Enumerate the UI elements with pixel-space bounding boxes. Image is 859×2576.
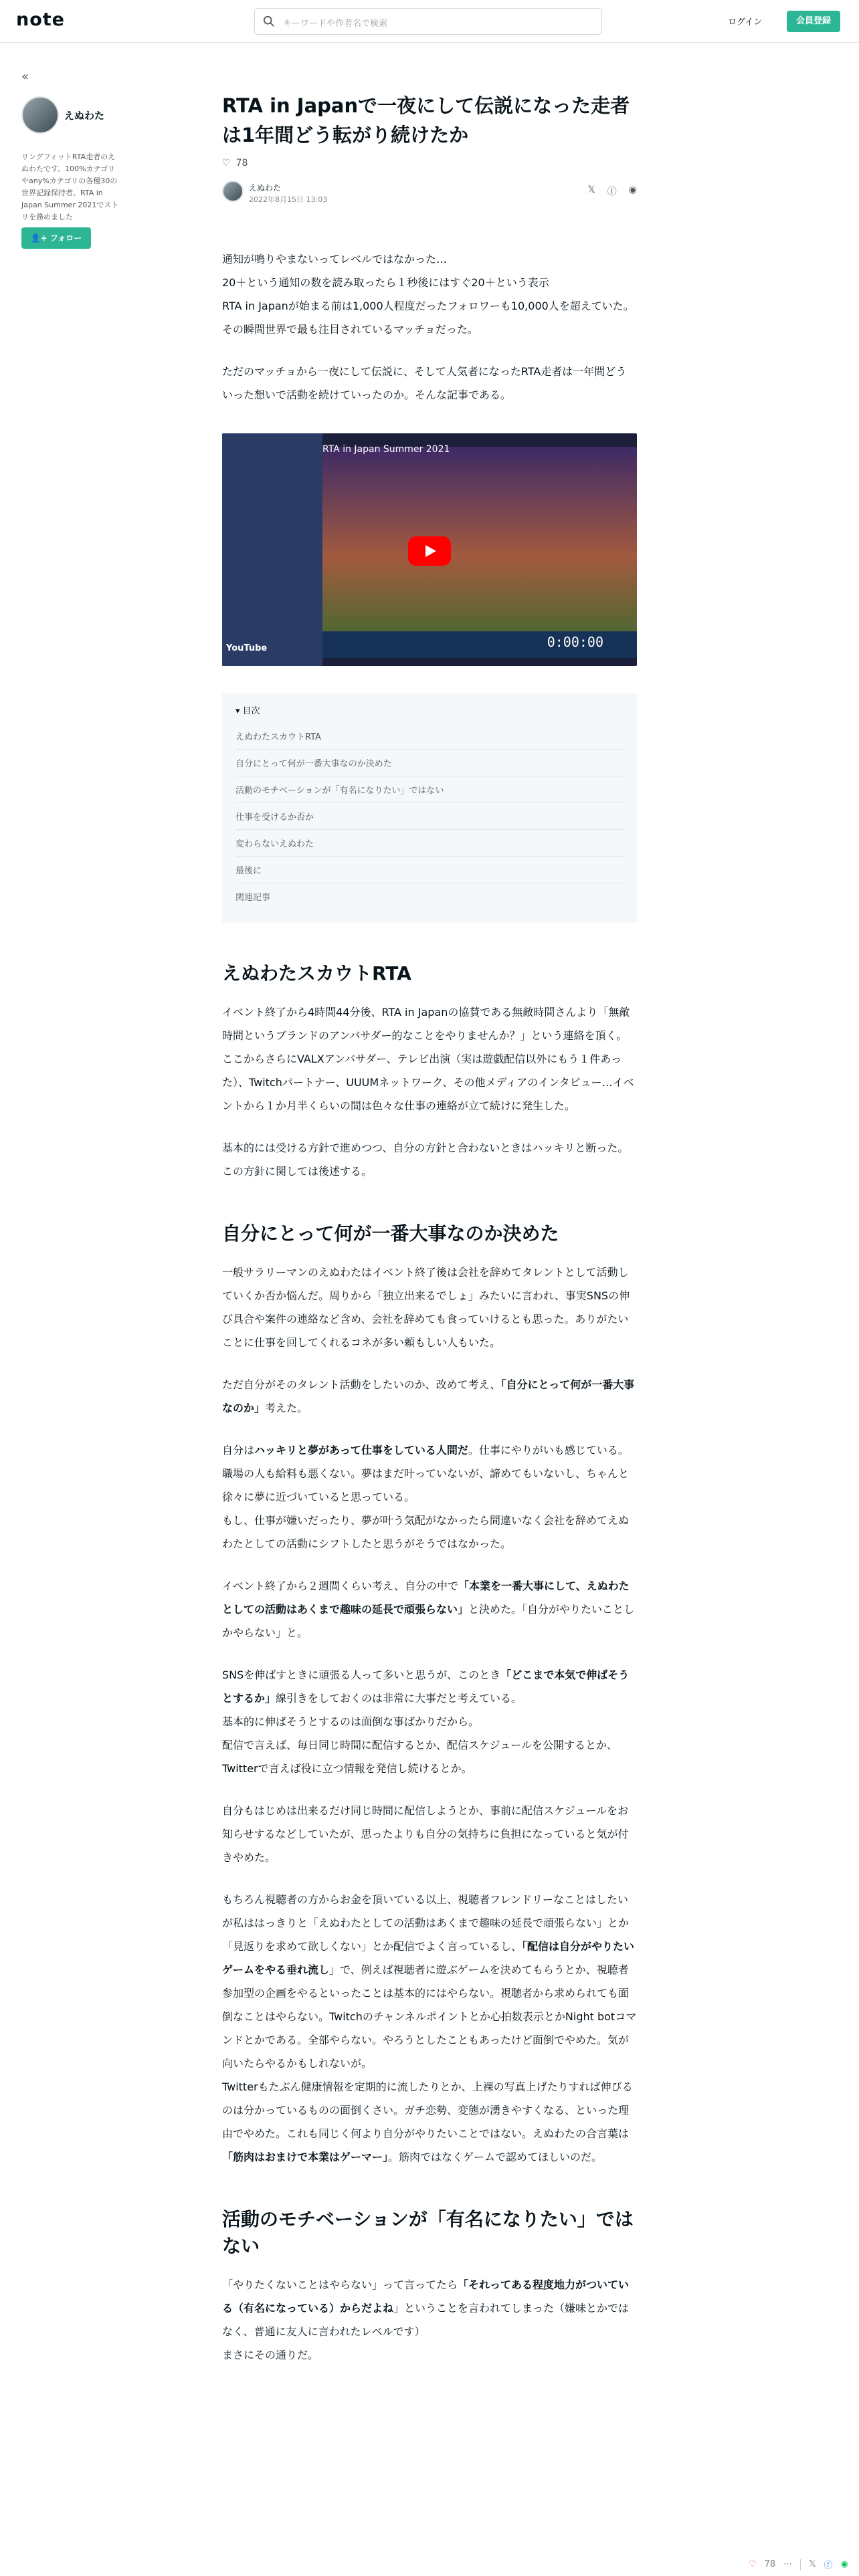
header xyxy=(0,0,859,43)
search-placeholder: キーワードや作者名で検索 xyxy=(283,19,388,29)
toc-item[interactable]: 変わらないえぬわた xyxy=(235,830,624,857)
floating-action-bar xyxy=(749,2558,848,2571)
line-share-icon[interactable]: ◉ xyxy=(628,185,637,195)
text-line: まさにその通りだ。 xyxy=(222,2349,319,2361)
text-span: 考えた。 xyxy=(265,1402,308,1414)
bold-text: 「筋肉はおまけで本業はゲーマー」 xyxy=(222,2151,389,2163)
facebook-share-icon[interactable]: ⓕ xyxy=(607,187,617,197)
section-paragraph xyxy=(222,1438,637,1555)
youtube-embed[interactable] xyxy=(222,433,637,666)
text-span: ただ自分がそのタレント活動をしたいのか、改めて考え、 xyxy=(222,1378,501,1391)
text-span: と決めた。「自分がやりたいことしかやらない」と。 xyxy=(222,1603,635,1639)
video-title[interactable]: RTA in Japan Summer 2021 xyxy=(322,444,450,455)
collapse-sidebar-icon[interactable]: « xyxy=(21,70,29,84)
search-input[interactable] xyxy=(254,8,602,35)
section-paragraph xyxy=(222,1373,637,1420)
text-span: 。筋肉ではなくゲームで認めてほしいのだ。 xyxy=(388,2151,603,2163)
play-button-icon[interactable] xyxy=(408,536,451,566)
text-span: 」ということを言われてしまった（嫌味とかではなく、普通に友人に言われたレベルです） xyxy=(222,2302,630,2338)
intro-paragraph-2 xyxy=(222,360,637,407)
facebook-share-icon[interactable]: ⓕ xyxy=(824,2561,833,2571)
article xyxy=(222,91,637,2367)
text-line: 20＋という通知の数を読み取ったら１秒後にはすぐ20＋という表示 xyxy=(222,276,549,289)
video-side-panel xyxy=(222,433,322,666)
bold-text: 「配信は自分がやりたいゲームをやる垂れ流し xyxy=(222,1940,635,1976)
author-avatar[interactable] xyxy=(21,96,59,134)
toc-item[interactable]: 自分にとって何が一番大事なのか決めた xyxy=(235,750,624,776)
x-share-icon[interactable]: 𝕏 xyxy=(809,2559,816,2569)
text-line: この方針に関しては後述する。 xyxy=(222,1165,373,1178)
video-timer: 0:00:00 xyxy=(547,634,603,650)
bottom-like-count: 78 xyxy=(764,2559,776,2569)
text-span: 」で、例えば視聴者に遊ぶゲームを決めてもらうとか、視聴者参加型の企画をやるといったことは基本的にはやらない。視聴者から求められても面倒なことはやらない。Twitchのチャンネルポイントとか心拍数表示とかNight botコマンドとかである。全部やらない。やろうとしたこともあったけど面倒でやめた。気が向いたらやるかもしれないが。 xyxy=(222,1963,637,2070)
text-line: 通知が鳴りやまないってレベルではなかった… xyxy=(222,253,448,265)
toc-item[interactable]: 仕事を受けるか否か xyxy=(235,803,624,830)
more-icon[interactable]: ⋯ xyxy=(783,2559,793,2569)
bold-text: 「本業を一番大事にして、えぬわたとしての活動はあくまで趣味の延長で頑張らない」 xyxy=(222,1580,630,1616)
toc-heading-label: 目次 xyxy=(242,706,260,716)
follow-label: フォロー xyxy=(50,233,82,243)
follow-user-icon: 👤+ xyxy=(30,233,47,243)
follow-button[interactable] xyxy=(21,227,91,249)
caret-down-icon: ▾ xyxy=(235,706,240,716)
bold-text: 「どこまで本気で伸ばそうとするか」 xyxy=(222,1669,630,1705)
author-avatar-small[interactable] xyxy=(222,181,244,202)
video-thumbnail xyxy=(322,447,637,647)
text-line: その瞬間世界で最も注目されているマッチョだった。 xyxy=(222,323,478,336)
text-line: 自分もはじめは出来るだけ同じ時間に配信しようとか、事前に配信スケジュールをお知らせするなどしていたが、思ったよりも自分の気持ちに負担になっていると気が付きやめた。 xyxy=(222,1804,629,1864)
search-icon xyxy=(263,15,275,27)
x-share-icon[interactable]: 𝕏 xyxy=(587,185,595,195)
publish-date: 2022年8月15日 13:03 xyxy=(249,195,328,204)
text-line: イベント終了から4時間44分後、RTA in Japanの協賛である無敵時間さんより「無敵時間というブランドのアンバサダー的なことをやりませんか？」という連絡を頂く。 xyxy=(222,1006,630,1042)
text-line: ここからさらにVALXアンバサダー、テレビ出演（実は遊戯配信以外にもう１件あった）、Twitchパートナー、UUUMネットワーク、その他メディアのインタビュー…イベントから１か月半くらいの間は色々な仕事の連絡が立て続けに発生した。 xyxy=(222,1053,634,1112)
bold-text: 「自分にとって何が一番大事なのか」 xyxy=(222,1378,635,1414)
toc-item[interactable]: 活動のモチベーションが「有名になりたい」ではない xyxy=(235,776,624,803)
signup-button[interactable]: 会員登録 xyxy=(787,11,840,32)
note-logo[interactable]: note xyxy=(16,9,65,30)
login-link[interactable]: ログイン xyxy=(728,17,763,27)
bold-text: 「それってある程度地力がついている（有名になっている）からだよね xyxy=(222,2278,630,2315)
like-count: 78 xyxy=(235,158,248,169)
section-paragraph xyxy=(222,1663,637,1780)
toc-heading[interactable] xyxy=(235,704,624,716)
text-span: SNSを伸ばすときに頑張る人って多いと思うが、このとき xyxy=(222,1669,501,1681)
section-heading: えぬわたスカウトRTA xyxy=(222,962,411,984)
section-paragraph xyxy=(222,1888,637,2169)
share-buttons xyxy=(588,185,638,198)
section-paragraph xyxy=(222,1799,637,1869)
divider xyxy=(800,2559,801,2570)
intro-paragraph xyxy=(222,247,637,341)
section-paragraph xyxy=(222,1574,637,1644)
section-heading: 活動のモチベーションが「有名になりたい」ではない xyxy=(222,2208,634,2257)
text-line: 一般サラリーマンのえぬわたはイベント終了後は会社を辞めてタレントとして活動していくか否か悩んだ。周りから「独立出来るでしょ」みたいに言われ、事実SNSの伸び具合や案件の連絡など含め、会社を辞めても食っていけるとも思った。ありがたいことに仕事を回してくれるコネが多い頼もしい人もいた。 xyxy=(222,1266,630,1349)
text-span: 。仕事にやりがいも感じている。職場の人も給料も悪くない。夢はまだ叶っていないが、諦めてもいないし、ちゃんと徐々に夢に近づいていると思っている。 xyxy=(222,1444,630,1503)
author-row xyxy=(222,178,637,207)
section-paragraph xyxy=(222,1261,637,1354)
text-line: 配信で言えば、毎日同じ時間に配信するとか、配信スケジュールを公開するとか、Twitterで言えば役に立つ情報を発信し続けるとか。 xyxy=(222,1739,618,1775)
author-name[interactable]: えぬわた xyxy=(249,183,282,193)
text-span: 「やりたくないことはやらない」って言ってたら xyxy=(222,2278,458,2291)
table-of-contents xyxy=(222,693,637,923)
text-line: もし、仕事が嫌いだったり、夢が叶う気配がなかったら間違いなく会社を辞めてえぬわたとしての活動にシフトしたと思うがそうではなかった。 xyxy=(222,1514,630,1550)
text-span: 線引きをしておくのは非常に大事だと考えている。 xyxy=(276,1692,522,1705)
text-line: 基本的には受ける方針で進めつつ、自分の方針と合わないときはハッキリと断った。 xyxy=(222,1142,629,1154)
article-title: RTA in Japanで一夜にして伝説になった走者は1年間どう転がり続けたか xyxy=(222,94,630,146)
section-paragraph xyxy=(222,1136,637,1183)
like-row xyxy=(222,158,637,169)
text-span: もちろん視聴者の方からお金を頂いている以上、視聴者フレンドリーなことはしたいが私ははっきりと「えぬわたとしての活動はあくまで趣味の延長で頑張らない」とか「見返りを求めて欲しくない」とか配信でよく言っているし、 xyxy=(222,1893,630,1953)
text-line: ただのマッチョから一夜にして伝説に、そして人気者になったRTA走者は一年間どういった想いで活動を続けていったのか。そんな記事である。 xyxy=(222,365,627,401)
text-line: RTA in Japanが始まる前は1,000人程度だったフォロワーも10,000人を超えていた。 xyxy=(222,300,634,312)
section-paragraph xyxy=(222,2273,637,2367)
line-share-icon[interactable]: ◉ xyxy=(840,2559,848,2569)
toc-item[interactable]: えぬわたスカウトRTA xyxy=(235,723,624,750)
toc-item[interactable]: 関連記事 xyxy=(235,893,271,903)
text-span: 自分は xyxy=(222,1444,255,1457)
section-heading: 自分にとって何が一番大事なのか決めた xyxy=(222,1222,559,1245)
text-span: イベント終了から２週間くらい考え、自分の中で xyxy=(222,1580,458,1592)
youtube-logo[interactable]: YouTube xyxy=(226,643,268,653)
heart-icon[interactable]: ♡ xyxy=(222,158,231,169)
section-paragraph xyxy=(222,1000,637,1117)
text-span: Twitterもたぶん健康情報を定期的に流したりとか、上裸の写真上げたりすれば伸びるのは分かっているものの面倒くさい。ガチ恋勢、変態が湧きやすくなる、といった理由でやめた。これも同じく何より自分がやりたいことではない。えぬわたの合言葉は xyxy=(222,2080,633,2140)
toc-item[interactable]: 最後に xyxy=(235,857,624,883)
heart-icon[interactable]: ♡ xyxy=(748,2559,757,2569)
bold-text: ハッキリと夢があって仕事をしている人間だ xyxy=(254,1444,468,1457)
author-bio: リングフィットRTA走者のえぬわたです。100%カテゴリやany%カテゴリの各種30の世界記録保持者。RTA in Japan Summer 2021でストリを務めました xyxy=(21,152,119,221)
sidebar-author-name[interactable]: えぬわた xyxy=(64,110,105,122)
text-line: 基本的に伸ばそうとするのは面倒な事ばかりだから。 xyxy=(222,1715,480,1728)
